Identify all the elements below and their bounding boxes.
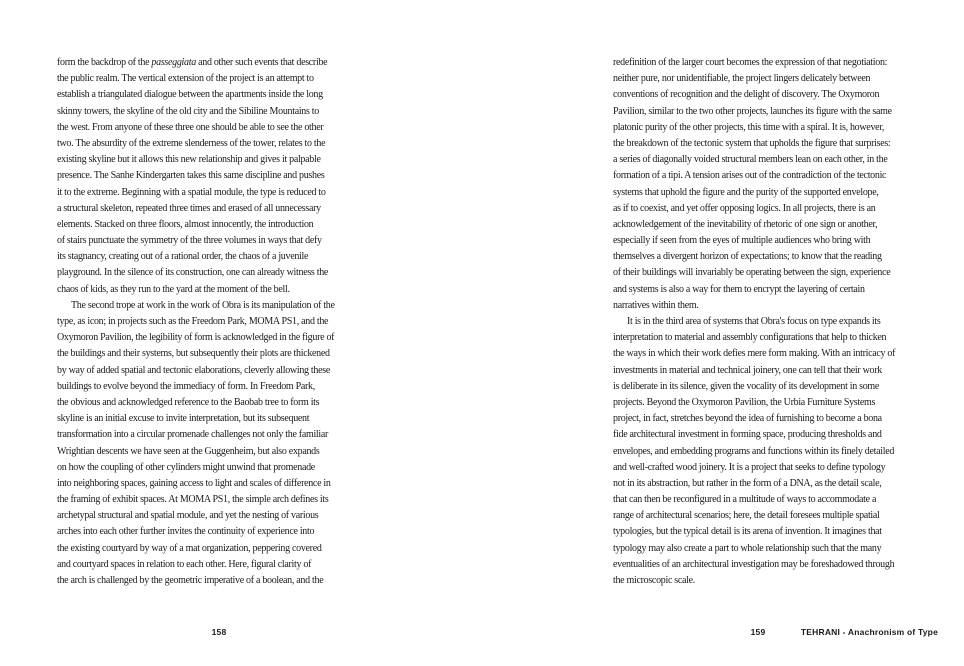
text-line: investments in material and technical joinery, one can tell that their work [613, 364, 882, 376]
page-number-right: 159 [750, 627, 766, 637]
text-line: is deliberate in its silence, given the vocality of its development in some [613, 380, 880, 392]
text-line: Wrightian descents we have seen at the Guggenheim, but also expands [57, 445, 320, 457]
text-line: archetypal structural and spatial module, and yet the nesting of various [57, 510, 319, 522]
text-line: buildings to evolve beyond the immediacy of form. In Freedom Park, [57, 380, 315, 392]
text-line: playground. In the silence of its construction, one can already witness the [57, 267, 329, 279]
text-line: and well-crafted wood joinery. It is a project that seeks to define typology [613, 461, 886, 473]
text-line: the framing of exhibit spaces. At MOMA PS1, the simple arch defines its [57, 494, 329, 506]
text-line: themselves a divergent horizon of expectations; to know that the reading [613, 251, 882, 263]
text-line: form the backdrop of the passeggiata and other such events that describe [57, 57, 328, 68]
text-line: neither pure, nor unidentifiable, the project lingers delicately between [613, 73, 871, 85]
text-line: the microscopic scale. [613, 575, 695, 586]
text-line: elements. Stacked on three floors, almost innocently, the introduction [57, 218, 314, 230]
text-line: conventions of recognition and the delight of discovery. The Oxymoron [613, 89, 880, 101]
text-line: into neighboring spaces, gaining access to light and scales of difference in [57, 477, 331, 489]
text-line: redefinition of the larger court becomes the expression of that negotiation: [613, 57, 888, 68]
text-line: its stagnancy, creating out of a rational order, the chaos of a juvenile [57, 251, 309, 263]
text-line: chaos of kids, as they run to the yard at the moment of the bell. [57, 283, 290, 295]
text-line: narratives within them. [613, 299, 699, 311]
text-line: especially if seen from the eyes of multiple audiences who bring with [613, 235, 871, 247]
text-line: type, as icon; in projects such as the Freedom Park, MOMA PS1, and the [57, 316, 329, 327]
text-line: acknowledgement of the inevitability of rhetoric of one sign or another, [613, 218, 878, 230]
text-line: as if to coexist, and yet offer opposing logics. In all projects, there is an [613, 202, 876, 214]
text-line: establish a triangulated dialogue between the apartments inside the long [57, 89, 323, 101]
page-number-left: 158 [211, 627, 227, 637]
text-line: existing skyline but it allows this new relationship and gives it palpable [57, 154, 321, 166]
text-line: the ways in which their work defies mere form making. With an intricacy of [613, 348, 896, 360]
text-line: the buildings and their systems, but subsequently their plots are thickened [57, 348, 330, 360]
text-line: eventualities of an architectural investigation may be foreshadowed through [613, 558, 895, 570]
text-line: typologies, but the typical detail is its arena of invention. It imagines that [613, 526, 882, 538]
text-line: transformation into a circular promenade challenges not only the familiar [57, 429, 329, 441]
text-line: it to the extreme. Beginning with a spatial module, the type is reduced to [57, 186, 326, 198]
text-line: Pavilion, similar to the two other projects, launches its figure with the same [613, 105, 892, 117]
text-line: and systems is also a way for them to encrypt the layering of certain [613, 283, 865, 295]
text-line: arches into each other further invites the continuity of experience into [57, 526, 315, 538]
text-line: that can then be reconfigured in a multitude of ways to accommodate a [613, 494, 877, 506]
text-line: formation of a tipi. A tension arises out of the contradiction of the tectonic [613, 170, 887, 182]
text-line: the arch is challenged by the geometric imperative of a boolean, and the [57, 575, 324, 586]
page-right [482, 0, 964, 666]
text-line: envelopes, and embedding programs and functions within its finely detailed [613, 445, 895, 457]
text-line: two. The absurdity of the extreme slenderness of the tower, relates to the [57, 137, 326, 149]
running-title: TEHRANI - Anachronism of Type [800, 627, 938, 637]
text-line: of their buildings will invariably be operating between the sign, experience [613, 267, 891, 279]
text-line: projects. Beyond the Oxymoron Pavilion, the Urbia Furniture Systems [613, 396, 876, 408]
text-line: on how the coupling of other cylinders might unwind that promenade [57, 461, 315, 473]
text-line: interpretation to material and assembly configurations that help to thicken [613, 332, 887, 344]
text-line: by way of added spatial and tectonic elaborations, cleverly allowing these [57, 364, 330, 376]
text-line: the public realm. The vertical extension of the project is an attempt to [57, 73, 314, 85]
text-line: systems that uphold the figure and the purity of the supported envelope, [613, 186, 879, 198]
text-line: It is in the third area of systems that Obra's focus on type expands its [627, 316, 881, 327]
body-text-left [57, 55, 477, 589]
text-line: the existing courtyard by way of a mat organization, peppering covered [57, 542, 322, 554]
text-line: and courtyard spaces in relation to each other. Here, figural clarity of [57, 558, 312, 570]
text-line: the obvious and acknowledged reference to the Baobab tree to form its [57, 396, 320, 408]
text-line: presence. The Sanhe Kindergarten takes this same discipline and pushes [57, 170, 325, 182]
text-line: skyline is an initial excuse to invite interpretation, but its subsequent [57, 413, 310, 425]
text-line: platonic purity of the other projects, this time with a spiral. It is, however, [613, 121, 885, 133]
text-line: a series of diagonally voided structural members lean on each other, in the [613, 154, 888, 166]
text-line: range of architectural scenarios; here, the detail foresees multiple spatial [613, 510, 880, 522]
text-line: fide architectural investment in forming space, producing thresholds and [613, 429, 882, 441]
text-line: not in its abstraction, but rather in the form of a DNA, as the detail scale, [613, 477, 882, 489]
text-line: project, in fact, stretches beyond the idea of furnishing to become a bona [613, 413, 882, 425]
text-line: skinny towers, the skyline of the old city and the Sibiline Mountains to [57, 105, 319, 117]
body-text-right [613, 55, 958, 589]
text-line: The second trope at work in the work of Obra is its manipulation of the [71, 299, 335, 311]
text-line: typology may also create a part to whole relationship such that the many [613, 542, 882, 554]
text-line: the west. From anyone of these three one should be able to see the other [57, 121, 324, 133]
text-line: a structural skeleton, repeated three times and erased of all unnecessary [57, 202, 321, 214]
text-line: the breakdown of the tectonic system that upholds the figure that surprises: [613, 137, 891, 149]
text-line: of stairs punctuate the symmetry of the three volumes in ways that defy [57, 235, 322, 247]
text-line: Oxymoron Pavilion, the legibility of form is acknowledged in the figure of [57, 332, 335, 344]
